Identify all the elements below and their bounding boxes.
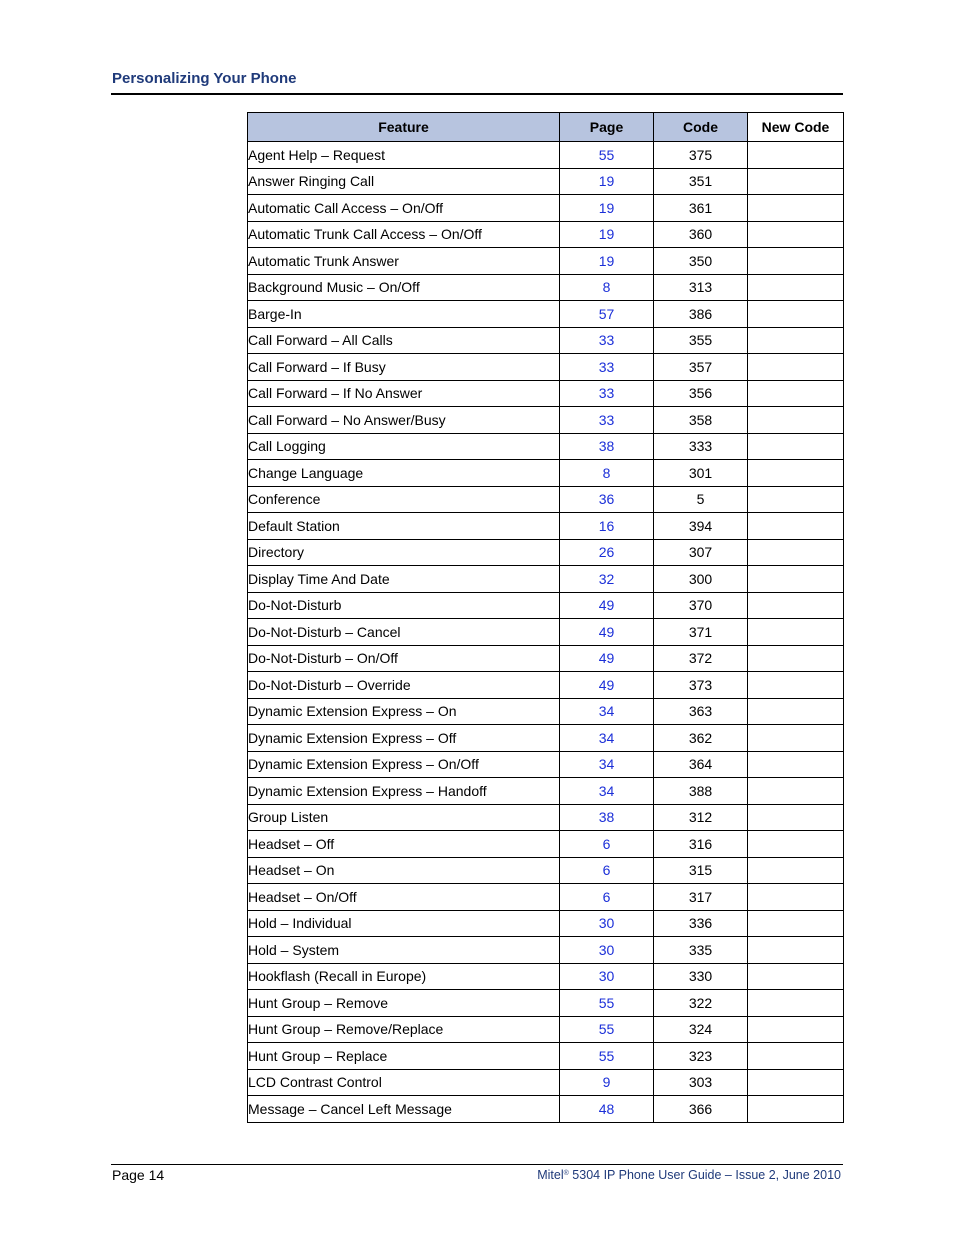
code-cell: 386	[654, 301, 748, 328]
page-link[interactable]: 49	[560, 672, 654, 699]
new-code-cell[interactable]	[748, 566, 844, 593]
feature-cell: Change Language	[248, 460, 560, 487]
new-code-cell[interactable]	[748, 910, 844, 937]
table-row	[248, 274, 844, 301]
feature-cell: Message – Cancel Left Message	[248, 1096, 560, 1123]
table-row	[248, 725, 844, 752]
code-cell: 312	[654, 804, 748, 831]
new-code-cell[interactable]	[748, 195, 844, 222]
feature-cell: Hold – Individual	[248, 910, 560, 937]
page-link[interactable]: 6	[560, 831, 654, 858]
new-code-cell[interactable]	[748, 407, 844, 434]
code-cell: 307	[654, 539, 748, 566]
code-cell: 370	[654, 592, 748, 619]
new-code-cell[interactable]	[748, 274, 844, 301]
feature-cell: Conference	[248, 486, 560, 513]
page-link[interactable]: 49	[560, 619, 654, 646]
new-code-cell[interactable]	[748, 168, 844, 195]
new-code-cell[interactable]	[748, 698, 844, 725]
table-row	[248, 937, 844, 964]
page-link[interactable]: 8	[560, 274, 654, 301]
code-cell: 323	[654, 1043, 748, 1070]
feature-cell: Automatic Trunk Answer	[248, 248, 560, 275]
feature-cell: Hunt Group – Replace	[248, 1043, 560, 1070]
code-cell: 317	[654, 884, 748, 911]
feature-cell: Headset – On/Off	[248, 884, 560, 911]
page-link[interactable]: 55	[560, 1043, 654, 1070]
feature-cell: Background Music – On/Off	[248, 274, 560, 301]
new-code-cell[interactable]	[748, 619, 844, 646]
new-code-cell[interactable]	[748, 1043, 844, 1070]
new-code-cell[interactable]	[748, 1069, 844, 1096]
code-cell: 372	[654, 645, 748, 672]
feature-cell: Call Forward – No Answer/Busy	[248, 407, 560, 434]
table-header-row	[248, 113, 844, 142]
code-cell: 360	[654, 221, 748, 248]
table-row	[248, 963, 844, 990]
table-row	[248, 142, 844, 169]
code-cell: 363	[654, 698, 748, 725]
feature-cell: Do-Not-Disturb – Cancel	[248, 619, 560, 646]
code-cell: 361	[654, 195, 748, 222]
page-link[interactable]: 57	[560, 301, 654, 328]
column-header-code: Code	[654, 113, 748, 142]
code-cell: 350	[654, 248, 748, 275]
page-link[interactable]: 30	[560, 910, 654, 937]
header-divider	[111, 93, 843, 95]
table-row	[248, 539, 844, 566]
table-row	[248, 513, 844, 540]
feature-cell: Hunt Group – Remove/Replace	[248, 1016, 560, 1043]
code-cell: 371	[654, 619, 748, 646]
feature-cell: Barge-In	[248, 301, 560, 328]
column-header-page: Page	[560, 113, 654, 142]
footer-divider	[111, 1164, 843, 1165]
page-link[interactable]: 9	[560, 1069, 654, 1096]
page-link[interactable]: 30	[560, 963, 654, 990]
code-cell: 300	[654, 566, 748, 593]
table-row	[248, 380, 844, 407]
table-row	[248, 778, 844, 805]
feature-cell: Call Forward – All Calls	[248, 327, 560, 354]
code-cell: 373	[654, 672, 748, 699]
code-cell: 336	[654, 910, 748, 937]
code-cell: 366	[654, 1096, 748, 1123]
new-code-cell[interactable]	[748, 592, 844, 619]
feature-cell: Agent Help – Request	[248, 142, 560, 169]
code-cell: 330	[654, 963, 748, 990]
new-code-cell[interactable]	[748, 539, 844, 566]
new-code-cell[interactable]	[748, 831, 844, 858]
table-row	[248, 990, 844, 1017]
page-link[interactable]: 34	[560, 751, 654, 778]
table-row	[248, 486, 844, 513]
table-row	[248, 592, 844, 619]
feature-cell: Dynamic Extension Express – On/Off	[248, 751, 560, 778]
new-code-cell[interactable]	[748, 672, 844, 699]
feature-cell: Hunt Group – Remove	[248, 990, 560, 1017]
brand-name: Mitel	[537, 1168, 564, 1182]
feature-cell: Do-Not-Disturb	[248, 592, 560, 619]
page-number: Page 14	[112, 1167, 165, 1183]
table-row	[248, 327, 844, 354]
code-cell: 335	[654, 937, 748, 964]
new-code-cell[interactable]	[748, 380, 844, 407]
feature-cell: Dynamic Extension Express – Off	[248, 725, 560, 752]
page-link[interactable]: 19	[560, 248, 654, 275]
new-code-cell[interactable]	[748, 142, 844, 169]
page-link[interactable]: 55	[560, 990, 654, 1017]
page-link[interactable]: 19	[560, 168, 654, 195]
new-code-cell[interactable]	[748, 433, 844, 460]
new-code-cell[interactable]	[748, 513, 844, 540]
page-link[interactable]: 36	[560, 486, 654, 513]
new-code-cell[interactable]	[748, 778, 844, 805]
page-link[interactable]: 38	[560, 433, 654, 460]
feature-cell: Call Forward – If Busy	[248, 354, 560, 381]
code-cell: 322	[654, 990, 748, 1017]
page-link[interactable]: 33	[560, 380, 654, 407]
table-row	[248, 460, 844, 487]
page-link[interactable]: 34	[560, 698, 654, 725]
page-link[interactable]: 33	[560, 407, 654, 434]
code-cell: 301	[654, 460, 748, 487]
table-row	[248, 751, 844, 778]
page-link[interactable]: 49	[560, 592, 654, 619]
table-row	[248, 248, 844, 275]
table-row	[248, 698, 844, 725]
table-row	[248, 301, 844, 328]
code-cell: 315	[654, 857, 748, 884]
table-row	[248, 195, 844, 222]
new-code-cell[interactable]	[748, 486, 844, 513]
code-cell: 303	[654, 1069, 748, 1096]
page-link[interactable]: 8	[560, 460, 654, 487]
new-code-cell[interactable]	[748, 1016, 844, 1043]
feature-cell: Headset – Off	[248, 831, 560, 858]
feature-cell: Dynamic Extension Express – Handoff	[248, 778, 560, 805]
feature-cell: LCD Contrast Control	[248, 1069, 560, 1096]
feature-cell: Automatic Trunk Call Access – On/Off	[248, 221, 560, 248]
registered-mark: ®	[563, 1170, 569, 1177]
page-link[interactable]: 55	[560, 142, 654, 169]
code-cell: 355	[654, 327, 748, 354]
page-link[interactable]: 33	[560, 354, 654, 381]
code-cell: 324	[654, 1016, 748, 1043]
code-cell: 364	[654, 751, 748, 778]
table-row	[248, 566, 844, 593]
document-title	[537, 1168, 841, 1182]
new-code-cell[interactable]	[748, 221, 844, 248]
new-code-cell[interactable]	[748, 460, 844, 487]
feature-cell: Call Forward – If No Answer	[248, 380, 560, 407]
table-row	[248, 857, 844, 884]
column-header-feature: Feature	[248, 113, 560, 142]
table-row	[248, 1043, 844, 1070]
new-code-cell[interactable]	[748, 1096, 844, 1123]
page-link[interactable]: 34	[560, 725, 654, 752]
page-link[interactable]: 55	[560, 1016, 654, 1043]
feature-cell: Call Logging	[248, 433, 560, 460]
new-code-cell[interactable]	[748, 963, 844, 990]
new-code-cell[interactable]	[748, 857, 844, 884]
feature-cell: Hold – System	[248, 937, 560, 964]
feature-cell: Group Listen	[248, 804, 560, 831]
page-link[interactable]: 32	[560, 566, 654, 593]
table-row	[248, 221, 844, 248]
code-cell: 394	[654, 513, 748, 540]
feature-cell: Do-Not-Disturb – On/Off	[248, 645, 560, 672]
page-link[interactable]: 34	[560, 778, 654, 805]
new-code-cell[interactable]	[748, 725, 844, 752]
table-row	[248, 1096, 844, 1123]
page-link[interactable]: 26	[560, 539, 654, 566]
code-cell: 5	[654, 486, 748, 513]
new-code-cell[interactable]	[748, 884, 844, 911]
feature-cell: Default Station	[248, 513, 560, 540]
feature-cell: Headset – On	[248, 857, 560, 884]
new-code-cell[interactable]	[748, 751, 844, 778]
new-code-cell[interactable]	[748, 990, 844, 1017]
page-link[interactable]: 19	[560, 221, 654, 248]
code-cell: 356	[654, 380, 748, 407]
table-row	[248, 407, 844, 434]
code-cell: 316	[654, 831, 748, 858]
code-cell: 333	[654, 433, 748, 460]
code-cell: 357	[654, 354, 748, 381]
table-row	[248, 1016, 844, 1043]
feature-cell: Automatic Call Access – On/Off	[248, 195, 560, 222]
new-code-cell[interactable]	[748, 645, 844, 672]
new-code-cell[interactable]	[748, 354, 844, 381]
page-link[interactable]: 38	[560, 804, 654, 831]
guide-title: 5304 IP Phone User Guide – Issue 2, June 2010	[568, 1168, 841, 1182]
page-link[interactable]: 6	[560, 857, 654, 884]
table-row	[248, 910, 844, 937]
feature-cell: Hookflash (Recall in Europe)	[248, 963, 560, 990]
page-link[interactable]: 19	[560, 195, 654, 222]
page-link[interactable]: 16	[560, 513, 654, 540]
table-row	[248, 831, 844, 858]
table-row	[248, 672, 844, 699]
code-cell: 358	[654, 407, 748, 434]
table-row	[248, 619, 844, 646]
section-title: Personalizing Your Phone	[112, 70, 297, 87]
table-row	[248, 804, 844, 831]
feature-cell: Do-Not-Disturb – Override	[248, 672, 560, 699]
feature-cell: Answer Ringing Call	[248, 168, 560, 195]
new-code-cell[interactable]	[748, 937, 844, 964]
feature-code-table	[247, 112, 844, 1123]
code-cell: 313	[654, 274, 748, 301]
code-cell: 362	[654, 725, 748, 752]
code-cell: 388	[654, 778, 748, 805]
new-code-cell[interactable]	[748, 301, 844, 328]
table-row	[248, 168, 844, 195]
table-row	[248, 645, 844, 672]
new-code-cell[interactable]	[748, 804, 844, 831]
page-link[interactable]: 48	[560, 1096, 654, 1123]
table-body	[248, 142, 844, 1123]
table-row	[248, 433, 844, 460]
page-link[interactable]: 30	[560, 937, 654, 964]
feature-cell: Dynamic Extension Express – On	[248, 698, 560, 725]
page-link[interactable]: 49	[560, 645, 654, 672]
new-code-cell[interactable]	[748, 248, 844, 275]
feature-cell: Display Time And Date	[248, 566, 560, 593]
new-code-cell[interactable]	[748, 327, 844, 354]
page-link[interactable]: 33	[560, 327, 654, 354]
table-row	[248, 354, 844, 381]
code-cell: 351	[654, 168, 748, 195]
table-row	[248, 884, 844, 911]
feature-cell: Directory	[248, 539, 560, 566]
code-cell: 375	[654, 142, 748, 169]
column-header-new-code: New Code	[748, 113, 844, 142]
page-link[interactable]: 6	[560, 884, 654, 911]
table-row	[248, 1069, 844, 1096]
